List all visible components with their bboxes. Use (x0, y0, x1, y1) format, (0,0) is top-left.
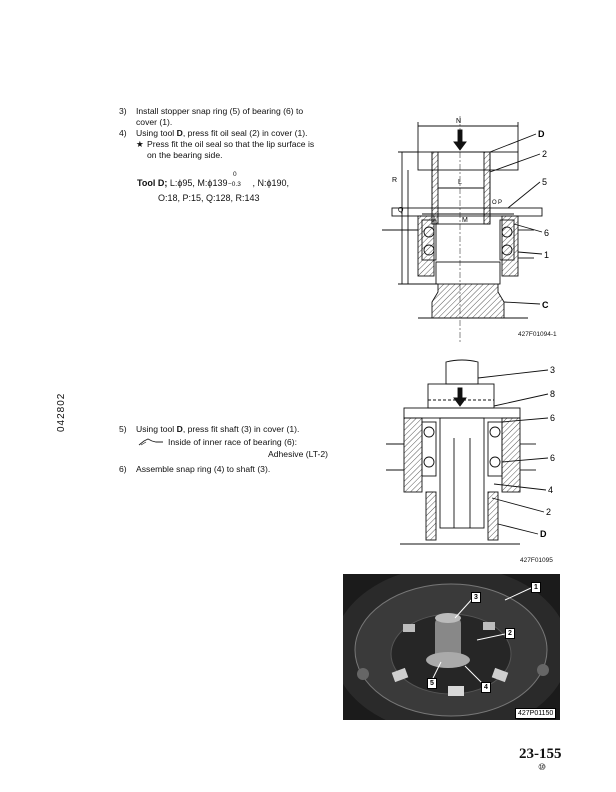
tolerance: 0 −0.3 (227, 171, 241, 188)
dim-N-label: N (456, 118, 462, 125)
photo-callout-3: 3 (471, 592, 481, 603)
dim-Q-label: Q (398, 207, 404, 214)
step-4: 4) Using tool D, press fit oil seal (2) in cover (1). (119, 128, 308, 138)
photo-callout-5: 5 (427, 678, 437, 689)
note-line-1: ★ Press fit the oil seal so that the lip surface is (136, 139, 315, 149)
dim-M-label: M (462, 217, 468, 224)
photo-caption: 427P01150 (515, 708, 556, 719)
dim-P-label: P (498, 200, 503, 206)
callout-1: 1 (544, 250, 550, 260)
dim-L-label: L (458, 179, 462, 186)
callout-2: 2 (542, 149, 548, 159)
adhesive-type: Adhesive (LT-2) (268, 449, 329, 459)
adhesive-location: Inside of inner race of bearing (6): (168, 437, 297, 447)
page-revision-mark: ⑩ (538, 762, 547, 772)
figure-shaft-press-fit (380, 358, 580, 552)
callout-3: 3 (550, 365, 556, 375)
figure2-caption: 427F01095 (520, 557, 553, 564)
callout-C: C (542, 300, 549, 310)
step-5: 5) Using tool D, press fit shaft (3) in cover (1). (119, 424, 300, 434)
adhesive-icon (138, 437, 164, 447)
step-3-continued: cover (1). (136, 117, 173, 127)
figure-oil-seal-press-fit (378, 112, 578, 348)
callout-D: D (538, 129, 545, 139)
page-number: 23-155 (519, 746, 562, 762)
callout-5: 5 (542, 177, 548, 187)
note-line-2: on the bearing side. (147, 150, 223, 160)
tool-spec-line-2: O:18, P:15, Q:128, R:143 (158, 193, 260, 203)
callout-6: 6 (544, 228, 550, 238)
callout-2: 2 (546, 507, 552, 517)
photo-callout-2: 2 (505, 628, 515, 639)
step-3: 3) Install stopper snap ring (5) of bearing (6) to (119, 106, 304, 116)
step-list-top (119, 106, 349, 161)
dim-O-label: O (492, 200, 497, 206)
callout-6-upper: 6 (550, 413, 556, 423)
side-document-id: 042802 (56, 392, 67, 432)
callout-D: D (540, 529, 547, 539)
step-6: 6) Assemble snap ring (4) to shaft (3). (119, 464, 271, 474)
callout-4: 4 (548, 485, 554, 495)
figure1-caption: 427F01094-1 (518, 331, 557, 338)
tool-spec-line-1: Tool D; L:ϕ95, M:ϕ139 0 −0.3 , N:ϕ190, (137, 171, 290, 188)
assembly-photo (343, 574, 560, 720)
callout-6-lower: 6 (550, 453, 556, 463)
dim-R-label: R (392, 177, 398, 184)
photo-image (343, 574, 560, 720)
photo-callout-1: 1 (531, 582, 541, 593)
callout-8: 8 (550, 389, 556, 399)
photo-callout-4: 4 (481, 682, 491, 693)
